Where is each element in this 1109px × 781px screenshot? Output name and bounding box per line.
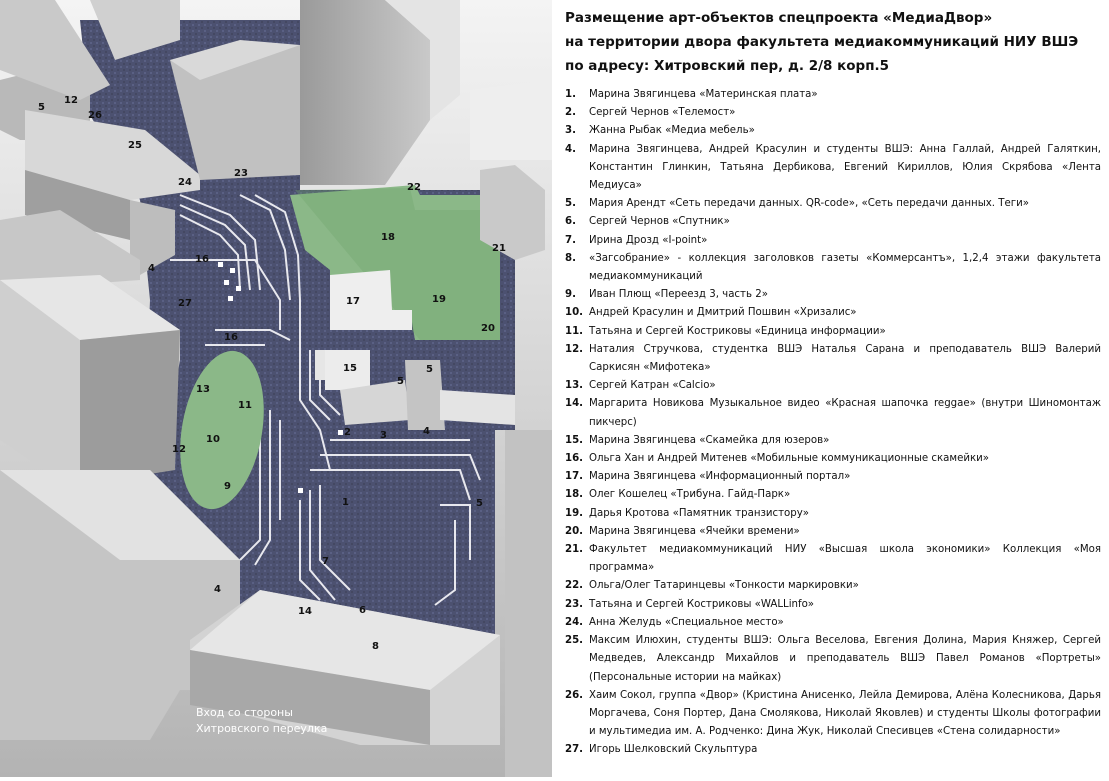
label-14: 14 (298, 606, 312, 617)
legend-item-number: 2. (565, 107, 576, 119)
legend-item (565, 377, 1101, 395)
legend-item-text: Сергей Чернов «Спутник» (589, 216, 730, 228)
label-11: 11 (238, 400, 252, 411)
legend-item-text: Олег Кошелец «Трибуна. Гайд-Парк» (589, 489, 791, 501)
legend-item-number: 21. (565, 544, 584, 556)
label-24: 24 (178, 177, 192, 188)
label-10: 10 (206, 434, 220, 445)
legend-item (565, 432, 1101, 450)
label-15: 15 (343, 363, 357, 374)
legend-item (565, 141, 1101, 196)
label-7: 7 (322, 556, 329, 567)
label-4: 4 (148, 263, 155, 274)
legend-item-text: Татьяна и Сергей Костриковы «Единица информации» (589, 325, 886, 337)
legend-item-text: Татьяна и Сергей Костриковы «WALLinfo» (589, 598, 815, 610)
legend-item-number: 18. (565, 489, 584, 501)
legend-item (565, 505, 1101, 523)
legend-item-text: Андрей Красулин и Дмитрий Пошвин «Хризалис» (589, 307, 857, 319)
label-5-center: 5 (397, 376, 404, 387)
legend-item-number: 11. (565, 325, 584, 337)
legend-item-text: Жанна Рыбак «Медиа мебель» (589, 125, 755, 137)
legend-item (565, 104, 1101, 122)
object-5-canopy (440, 390, 515, 425)
label-12-left: 12 (172, 444, 186, 455)
legend-item-number: 6. (565, 216, 576, 228)
label-17: 17 (346, 296, 360, 307)
title-line-2: на территории двора факультета медиакоммуникаций НИУ ВШЭ (565, 34, 1079, 50)
label-4-center: 4 (423, 426, 430, 437)
label-16-top: 16 (195, 254, 209, 265)
legend-item (565, 213, 1101, 231)
label-5-right: 5 (426, 364, 433, 375)
legend-item-number: 20. (565, 525, 584, 537)
legend-item-number: 16. (565, 453, 584, 465)
label-21: 21 (492, 243, 506, 254)
legend-item (565, 614, 1101, 632)
legend-item-text: Ольга/Олег Татаринцевы «Тонкости маркировки» (589, 580, 859, 592)
legend-item-number: 19. (565, 507, 584, 519)
legend-item-number: 26. (565, 689, 584, 701)
legend-item (565, 286, 1101, 304)
legend-item-number: 5. (565, 198, 576, 210)
legend-item (565, 687, 1101, 742)
legend-item (565, 596, 1101, 614)
map-drawing (0, 0, 552, 777)
legend-item-number: 13. (565, 380, 584, 392)
legend-item (565, 195, 1101, 213)
legend-item-number: 12. (565, 343, 584, 355)
label-27: 27 (178, 298, 192, 309)
legend-item-text: Марина Звягинцева «Ячейки времени» (589, 525, 800, 537)
legend-item-number: 23. (565, 598, 584, 610)
legend-item (565, 395, 1101, 431)
label-5-bottom: 5 (476, 498, 483, 509)
building-top-right (470, 80, 552, 160)
title-line-3: по адресу: Хитровский пер, д. 2/8 корп.5 (565, 58, 890, 74)
label-13: 13 (196, 384, 210, 395)
legend-item-number: 27. (565, 744, 584, 756)
legend-item (565, 341, 1101, 377)
label-6: 6 (359, 605, 366, 616)
legend-item-number: 15. (565, 434, 584, 446)
legend-item (565, 86, 1101, 104)
legend-item (565, 632, 1101, 687)
label-1: 1 (342, 497, 349, 508)
legend-item (565, 122, 1101, 140)
legend-item-text: Хаим Сокол, группа «Двор» (Кристина Анисенко, Лейла Демирова, Алёна Колесникова, Дарья Моргачева, Соня Портер, Дана Смолякова, Николай Яковлев) и студенты Школы фотографии и мультимедиа им. А. Родченко: Дина Жук, Николай Спесивцев «Стена солидарности» (589, 689, 1101, 738)
label-25: 25 (128, 140, 142, 151)
legend-item-number: 1. (565, 89, 576, 100)
legend-item-text: Факультет медиакоммуникаций НИУ «Высшая школа экономики» Коллекция «Моя программа» (589, 544, 1101, 574)
legend-item-text: Марина Звягинцева, Андрей Красулин и студенты ВШЭ: Анна Галлай, Андрей Галяткин, Константин Глинкин, Татьяна Дербикова, Евгений Кириллов, Юлия Скрябова «Лента Медиуса» (589, 143, 1101, 192)
legend-item-number: 3. (565, 125, 576, 137)
label-23: 23 (234, 168, 248, 179)
legend-item-text: Сергей Чернов «Телемост» (589, 107, 736, 119)
courtyard-map (0, 0, 552, 777)
legend-item-number: 14. (565, 398, 584, 410)
legend-item-text: Иван Плющ «Переезд 3, часть 2» (589, 289, 768, 301)
legend-item (565, 450, 1101, 468)
legend-item-number: 22. (565, 580, 584, 592)
label-19: 19 (432, 294, 446, 305)
legend-item-text: «Загсобрание» - коллекция заголовков газеты «Коммерсантъ», 1,2,4 этажи факультета медиакоммуникаций (589, 252, 1101, 283)
legend-item (565, 468, 1101, 486)
legend-item-text: Маргарита Новикова Музыкальное видео «Красная шапочка reggae» (внутри Шиномонтаж пикчерс) (589, 398, 1101, 428)
legend-item (565, 250, 1101, 286)
legend-item-text: Дарья Кротова «Памятник транзистору» (589, 507, 810, 519)
label-12: 12 (64, 95, 78, 106)
building-16-wall (80, 330, 180, 485)
legend-item-number: 8. (565, 252, 576, 264)
legend-list (565, 86, 1101, 760)
legend-item-text: Марина Звягинцева «Материнская плата» (589, 89, 818, 100)
building-right-wall (505, 430, 552, 777)
legend-item-text: Марина Звягинцева «Информационный портал» (589, 471, 851, 483)
object-4-building (405, 360, 445, 430)
label-20: 20 (481, 323, 495, 334)
legend (565, 6, 1101, 760)
legend-item-text: Марина Звягинцева «Скамейка для юзеров» (589, 434, 830, 446)
legend-item-text: Игорь Шелковский Скульптура (589, 744, 758, 756)
legend-item (565, 523, 1101, 541)
entrance-line-2: Хитровского переулка (196, 722, 328, 735)
label-22: 22 (407, 182, 421, 193)
legend-item-text: Мария Арендт «Сеть передачи данных. QR-code», «Сеть передачи данных. Теги» (589, 198, 1029, 210)
legend-item-number: 4. (565, 143, 576, 155)
label-9: 9 (224, 481, 231, 492)
label-2: 2 (344, 427, 351, 438)
legend-item (565, 323, 1101, 341)
legend-item-text: Анна Желудь «Специальное место» (589, 616, 784, 628)
legend-item-number: 10. (565, 307, 584, 319)
legend-item-text: Сергей Катран «Calcio» (589, 380, 716, 392)
legend-item-text: Максим Илюхин, студенты ВШЭ: Ольга Веселова, Евгения Долина, Мария Княжер, Сергей Медведев, Александр Михайлов и преподаватель ВШЭ Павел Романов «Портреты» (Персональные истории на майках) (589, 635, 1101, 683)
legend-item-text: Наталия Стручкова, студентка ВШЭ Наталья Сарана и преподаватель ВШЭ Валерий Саркисян «Мифотека» (589, 343, 1101, 374)
label-5: 5 (38, 102, 45, 113)
legend-item-number: 17. (565, 471, 584, 483)
legend-item-number: 24. (565, 616, 584, 628)
label-8: 8 (372, 641, 379, 652)
title-line-1: Размещение арт-объектов спецпроекта «МедиаДвор» (565, 10, 993, 26)
entrance-line-1: Вход со стороны (196, 706, 293, 719)
object-5-left (315, 350, 325, 380)
label-4-bottom: 4 (214, 584, 221, 595)
legend-item-number: 9. (565, 289, 576, 301)
legend-item-text: Ольга Хан и Андрей Митенев «Мобильные коммуникационные скамейки» (589, 453, 989, 465)
legend-item-number: 7. (565, 234, 576, 246)
label-26: 26 (88, 110, 102, 121)
legend-item (565, 232, 1101, 250)
legend-item (565, 304, 1101, 322)
label-18: 18 (381, 232, 395, 243)
legend-item (565, 741, 1101, 759)
legend-item-text: Ирина Дрозд «I-point» (589, 234, 708, 246)
label-16: 16 (224, 332, 238, 343)
label-3: 3 (380, 430, 387, 441)
legend-item (565, 577, 1101, 595)
legend-item (565, 486, 1101, 504)
legend-item-number: 25. (565, 635, 584, 647)
legend-item (565, 541, 1101, 577)
